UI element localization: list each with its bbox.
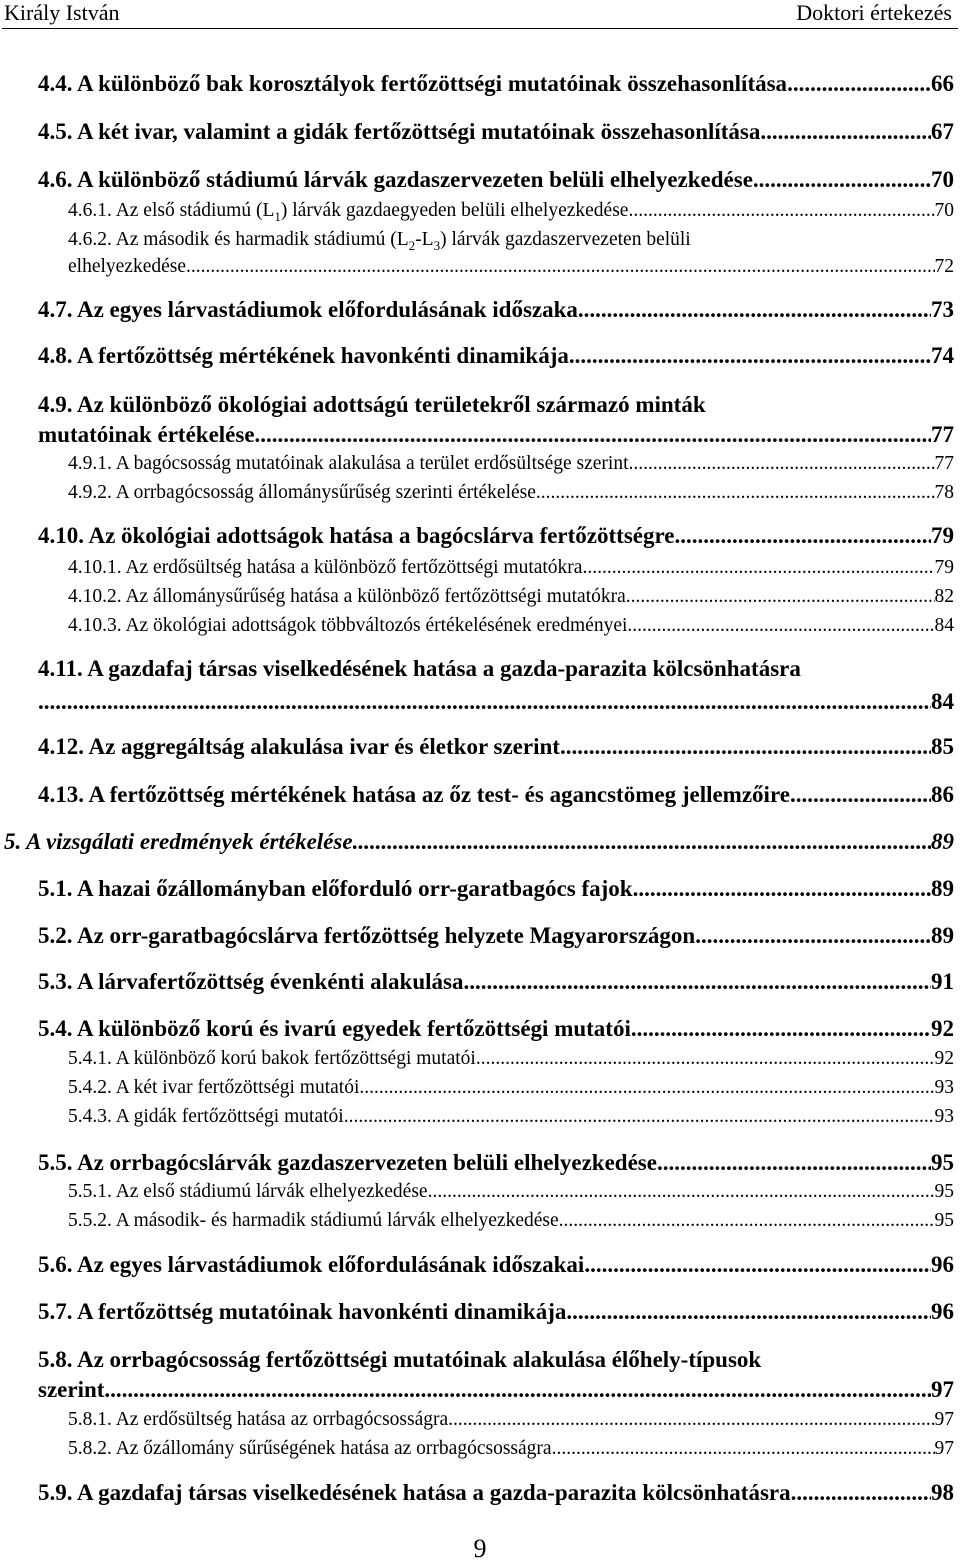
- toc-page: 89: [931, 876, 954, 901]
- dot-leader: [626, 585, 935, 609]
- running-header-author: Király István: [4, 0, 120, 25]
- toc-number: 4.6.1.: [68, 200, 112, 221]
- toc-title-continued: mutatóinak értékelése: [38, 422, 255, 447]
- toc-title: Az ökológiai adottságok hatása a bagócslárva fertőzöttségre: [88, 523, 675, 548]
- dot-leader: [448, 1408, 934, 1432]
- toc-title: A különböző stádiumú lárvák gazdaszervezeten belüli elhelyezkedése: [76, 167, 753, 192]
- toc-number: 5.5.1.: [68, 1181, 112, 1202]
- toc-number: 4.10.1.: [68, 557, 122, 578]
- toc-entry-4-11[interactable]: [38, 688, 954, 716]
- toc-page: 98: [931, 1480, 954, 1505]
- toc-title: A vizsgálati eredmények értékelése: [26, 829, 353, 854]
- toc-entry-5-4-1[interactable]: [68, 1047, 954, 1071]
- toc-title: A gazdafaj társas viselkedésének hatása a gazda-parazita kölcsönhatásra.: [76, 1480, 797, 1505]
- header-divider: [2, 28, 958, 29]
- toc-number: 4.10.: [38, 523, 84, 548]
- toc-page: 97: [931, 1377, 954, 1402]
- toc-title: A különböző bak korosztályok fertőzöttségi mutatóinak összehasonlítása: [76, 71, 788, 96]
- dot-leader: [186, 255, 934, 279]
- toc-number: 4.9.: [38, 392, 73, 417]
- toc-number: 5.9.: [38, 1480, 73, 1505]
- dot-leader: [353, 828, 931, 856]
- toc-number: 4.6.2.: [68, 229, 112, 250]
- toc-entry-5-8-1[interactable]: [68, 1408, 954, 1432]
- toc-number: 5.6.: [38, 1252, 73, 1277]
- toc-title: Az orr-garatbagócslárva fertőzöttség helyzete Magyarországon: [76, 923, 696, 948]
- toc-title: A második- és harmadik stádiumú lárvák elhelyezkedése: [115, 1210, 559, 1231]
- toc-page: 85: [931, 734, 954, 759]
- toc-page: 93: [934, 1106, 954, 1127]
- toc-entry-4-6-2-line1[interactable]: [68, 228, 691, 258]
- toc-title-continued: szerint: [38, 1377, 105, 1402]
- toc-page: 79: [931, 523, 954, 548]
- toc-number: 5.4.: [38, 1016, 73, 1041]
- dot-leader: [796, 1479, 931, 1507]
- toc-number: 5.7.: [38, 1299, 73, 1324]
- toc-title: Az egyes lárvastádiumok előfordulásának időszaka: [76, 297, 578, 322]
- toc-number: 4.12.: [38, 734, 84, 759]
- toc-page: 82: [934, 586, 954, 607]
- toc-entry-4-6-2[interactable]: [68, 255, 954, 279]
- dot-leader: [631, 1015, 931, 1043]
- toc-page: 89: [931, 923, 954, 948]
- dot-leader: [627, 614, 934, 638]
- toc-entry-4-12[interactable]: [38, 733, 954, 761]
- toc-number: 5.4.3.: [68, 1106, 112, 1127]
- toc-entry-5[interactable]: [4, 828, 954, 856]
- toc-page: 97: [934, 1409, 954, 1430]
- toc-title-continued: elhelyezkedése: [68, 256, 187, 277]
- toc-page: 77: [934, 453, 954, 474]
- toc-number: 4.11.: [38, 656, 83, 681]
- toc-entry-5-8-2[interactable]: [68, 1437, 954, 1461]
- dot-leader: [560, 733, 931, 761]
- toc-page: 95: [934, 1210, 954, 1231]
- toc-entry-4-9-2[interactable]: [68, 481, 954, 505]
- toc-page: 89: [931, 829, 954, 854]
- toc-title: Az ökológiai adottságok többváltozós értékelésének eredményei: [125, 615, 628, 636]
- dot-leader: [578, 296, 931, 324]
- toc-page: 96: [931, 1252, 954, 1277]
- toc-number: 4.10.3.: [68, 615, 122, 636]
- toc-page: 78: [934, 482, 954, 503]
- toc-number: 4.4.: [38, 71, 73, 96]
- running-header-doc-type: Doktori értekezés: [796, 0, 952, 25]
- dot-leader: [657, 1149, 931, 1177]
- dot-leader: [559, 1209, 935, 1233]
- toc-entry-5-8[interactable]: [38, 1376, 954, 1404]
- toc-page: 97: [934, 1438, 954, 1459]
- dot-leader: [38, 688, 931, 716]
- toc-entry-5-4-3[interactable]: [68, 1105, 954, 1129]
- toc-title: Az orrbagócslárvák gazdaszervezeten belüli elhelyezkedése: [76, 1150, 657, 1175]
- toc-page: 70: [934, 200, 954, 221]
- toc-title: A fertőzöttség mutatóinak havonkénti dinamikája: [76, 1299, 567, 1324]
- toc-entry-4-10[interactable]: [38, 522, 954, 550]
- dot-leader: [104, 1376, 931, 1404]
- toc-entry-4-6[interactable]: [38, 166, 954, 194]
- toc-number: 4.5.: [38, 119, 73, 144]
- toc-entry-5-5-1[interactable]: [68, 1180, 954, 1204]
- toc-entry-5-3[interactable]: [38, 968, 954, 996]
- toc-title: Az második és harmadik stádiumú $(L_2-L_3)$ lárvák gazdaszervezeten belüli: [115, 229, 691, 253]
- toc-page: 95: [931, 1150, 954, 1175]
- toc-page: 84: [934, 615, 954, 636]
- toc-entry-4-11-line1[interactable]: [38, 655, 801, 683]
- toc-number: 4.8.: [38, 343, 73, 368]
- toc-title: Az különböző ökológiai adottságú területekről származó minták: [76, 392, 706, 417]
- toc-title: Az aggregáltság alakulása ivar és életkor szerint: [88, 734, 560, 759]
- toc-entry-5-8-line1[interactable]: [38, 1346, 761, 1374]
- toc-entry-4-9-1[interactable]: [68, 452, 954, 476]
- toc-number: 5.8.: [38, 1347, 73, 1372]
- toc-page: 79: [934, 557, 954, 578]
- toc-entry-4-7[interactable]: [38, 296, 954, 324]
- toc-entry-4-10-3[interactable]: [68, 614, 954, 638]
- dot-leader: [463, 968, 931, 996]
- toc-title: A hazai őzállományban előforduló orr-garatbagócs fajok: [76, 876, 633, 901]
- toc-number: 4.10.2.: [68, 586, 122, 607]
- toc-page: 96: [931, 1299, 954, 1324]
- toc-entry-5-6[interactable]: [38, 1251, 954, 1279]
- toc-title: Az állománysűrűség hatása a különböző fertőzöttségi mutatókra: [125, 586, 626, 607]
- toc-title: Az egyes lárvastádiumok előfordulásának időszakai: [76, 1252, 585, 1277]
- toc-page: 67: [931, 119, 954, 144]
- toc-number: 5.2.: [38, 923, 73, 948]
- dot-leader: [787, 70, 931, 98]
- toc-page: 77: [931, 422, 954, 447]
- toc-page: 72: [934, 256, 954, 277]
- toc-number: 4.7.: [38, 297, 73, 322]
- toc-title: A fertőzöttség mértékének havonkénti dinamikája: [76, 343, 569, 368]
- toc-page: 66: [931, 71, 954, 96]
- dot-leader: [628, 199, 934, 223]
- toc-title: Az őzállomány sűrűségének hatása az orrbagócsosságra: [115, 1438, 552, 1459]
- toc-entry-4-4[interactable]: [38, 70, 954, 98]
- toc-number: 5.1.: [38, 876, 73, 901]
- toc-number: 5.4.1.: [68, 1048, 112, 1069]
- toc-number: 5.5.2.: [68, 1210, 112, 1231]
- toc-title: Az erdősültség hatása a különböző fertőzöttségi mutatókra: [125, 557, 583, 578]
- toc-entry-4-8[interactable]: [38, 342, 954, 370]
- dot-leader: [476, 1047, 935, 1071]
- toc-number: 4.6.: [38, 167, 73, 192]
- toc-title: A különböző korú és ivarú egyedek fertőzöttségi mutatói: [76, 1016, 631, 1041]
- toc-page: 92: [934, 1048, 954, 1069]
- toc-page: 70: [931, 167, 954, 192]
- toc-title: A bagócsosság mutatóinak alakulása a terület erdősültsége szerint: [115, 453, 629, 474]
- dot-leader: [255, 421, 931, 449]
- toc-page: 95: [934, 1181, 954, 1202]
- dot-leader: [753, 166, 931, 194]
- toc-entry-4-9[interactable]: [38, 421, 954, 449]
- toc-page: 86: [931, 782, 954, 807]
- dot-leader: [675, 522, 932, 550]
- toc-entry-4-13[interactable]: [38, 781, 954, 809]
- toc-entry-4-9-line1[interactable]: [38, 391, 706, 419]
- dot-leader: [796, 781, 931, 809]
- dot-leader: [695, 922, 931, 950]
- toc-title: Az első stádiumú lárvák elhelyezkedése: [115, 1181, 428, 1202]
- toc-entry-5-7[interactable]: [38, 1298, 954, 1326]
- toc-entry-5-1[interactable]: [38, 875, 954, 903]
- toc-entry-4-5[interactable]: [38, 118, 954, 146]
- toc-entry-5-2[interactable]: [38, 922, 954, 950]
- toc-entry-4-10-1[interactable]: [68, 556, 954, 580]
- dot-leader: [760, 118, 931, 146]
- toc-number: 5.: [4, 829, 22, 854]
- toc-number: 4.13.: [38, 782, 84, 807]
- toc-number: 5.3.: [38, 969, 73, 994]
- toc-title: A gazdafaj társas viselkedésének hatása a gazda-parazita kölcsönhatásra: [87, 656, 801, 681]
- toc-page: 92: [931, 1016, 954, 1041]
- toc-title: A fertőzöttség mértékének hatása az őz test- és agancstömeg jellemzőire.: [88, 782, 796, 807]
- dot-leader: [359, 1076, 934, 1100]
- toc-page: 91: [931, 969, 954, 994]
- toc-entry-4-6-1[interactable]: [68, 199, 954, 229]
- toc-title: A lárvafertőzöttség évenkénti alakulása: [76, 969, 464, 994]
- dot-leader: [569, 342, 931, 370]
- toc-page: 73: [931, 297, 954, 322]
- toc-number: 4.9.1.: [68, 453, 112, 474]
- toc-title: Az erdősültség hatása az orrbagócsosságra: [115, 1409, 449, 1430]
- toc-entry-5-9[interactable]: [38, 1479, 954, 1507]
- toc-title: A két ivar fertőzöttségi mutatói: [115, 1077, 360, 1098]
- dot-leader: [584, 1251, 931, 1279]
- dot-leader: [629, 452, 935, 476]
- toc-entry-5-4[interactable]: [38, 1015, 954, 1043]
- toc-title: A gidák fertőzöttségi mutatói: [115, 1106, 344, 1127]
- toc-number: 5.8.2.: [68, 1438, 112, 1459]
- dot-leader: [536, 481, 935, 505]
- dot-leader: [566, 1298, 931, 1326]
- toc-page: 74: [931, 343, 954, 368]
- toc-entry-5-5[interactable]: [38, 1149, 954, 1177]
- dot-leader: [633, 875, 931, 903]
- toc-title: A két ivar, valamint a gidák fertőzöttségi mutatóinak összehasonlítása: [76, 119, 761, 144]
- toc-page: 84: [931, 689, 954, 714]
- toc-entry-5-5-2[interactable]: [68, 1209, 954, 1233]
- toc-title: Az orrbagócsosság fertőzöttségi mutatóinak alakulása élőhely-típusok: [76, 1347, 762, 1372]
- toc-number: 5.4.2.: [68, 1077, 112, 1098]
- dot-leader: [582, 556, 934, 580]
- dot-leader: [428, 1180, 935, 1204]
- page-number: 9: [473, 1534, 487, 1563]
- toc-title: A különböző korú bakok fertőzöttségi mutatói: [115, 1048, 476, 1069]
- toc-entry-4-10-2[interactable]: [68, 585, 954, 609]
- dot-leader: [552, 1437, 935, 1461]
- toc-number: 5.8.1.: [68, 1409, 112, 1430]
- toc-title: Az első stádiumú $(L_1)$ lárvák gazdaegyeden belüli elhelyezkedése: [115, 200, 629, 224]
- toc-entry-5-4-2[interactable]: [68, 1076, 954, 1100]
- toc-title: A orrbagócsosság állománysűrűség szerinti értékelése: [115, 482, 536, 503]
- dot-leader: [344, 1105, 935, 1129]
- toc-number: 5.5.: [38, 1150, 73, 1175]
- toc-number: 4.9.2.: [68, 482, 112, 503]
- toc-page: 93: [934, 1077, 954, 1098]
